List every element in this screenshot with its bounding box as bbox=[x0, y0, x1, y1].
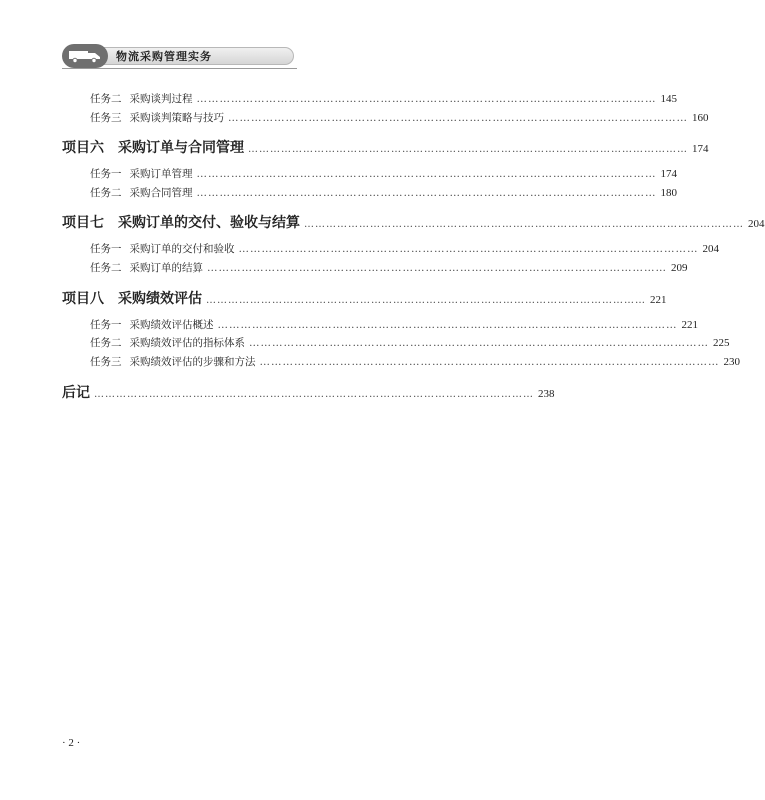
toc-entry[interactable] bbox=[90, 241, 719, 256]
leader-dots: ………………………………………………………………………………………………………… bbox=[196, 168, 657, 180]
toc-title: 采购订单的交付和验收 bbox=[129, 243, 235, 255]
toc-code: 项目六 bbox=[62, 140, 104, 156]
page-number: · 2 · bbox=[62, 737, 81, 749]
toc-project-entry[interactable] bbox=[62, 137, 709, 157]
toc-page: 209 bbox=[671, 262, 688, 274]
toc-project-entry[interactable] bbox=[62, 382, 555, 402]
toc-page: 204 bbox=[748, 218, 765, 230]
toc-code: 任务二 bbox=[90, 93, 122, 105]
toc-title: 采购绩效评估概述 bbox=[129, 319, 214, 331]
toc-code: 任务三 bbox=[90, 356, 122, 368]
running-header bbox=[62, 44, 297, 68]
toc-title: 后记 bbox=[62, 385, 90, 401]
leader-dots: ………………………………………………………………………………………………………… bbox=[259, 356, 720, 368]
leader-dots: ………………………………………………………………………………………………………… bbox=[196, 93, 657, 105]
toc-page: 145 bbox=[660, 93, 677, 105]
toc-code: 任务二 bbox=[90, 262, 122, 274]
toc-code: 任务一 bbox=[90, 243, 122, 255]
toc-entry[interactable] bbox=[90, 91, 677, 106]
leader-dots: ………………………………………………………………………………………………………… bbox=[206, 295, 646, 306]
toc-title: 采购绩效评估的步骤和方法 bbox=[129, 356, 256, 368]
toc-entry[interactable] bbox=[90, 260, 688, 275]
toc-entry[interactable] bbox=[90, 317, 698, 332]
toc-page: 174 bbox=[660, 168, 677, 180]
toc-page: 221 bbox=[681, 319, 698, 331]
toc-page: 238 bbox=[538, 388, 555, 400]
leader-dots: ………………………………………………………………………………………………………… bbox=[228, 112, 688, 124]
toc-project-entry[interactable] bbox=[62, 212, 765, 232]
toc-project-entry[interactable] bbox=[62, 288, 667, 308]
toc-title: 采购谈判过程 bbox=[129, 93, 193, 105]
header-title: 物流采购管理实务 bbox=[116, 50, 212, 63]
leader-dots: ………………………………………………………………………………………………………… bbox=[207, 262, 667, 274]
toc-entry[interactable] bbox=[90, 166, 677, 181]
toc-title: 采购订单的结算 bbox=[129, 262, 203, 274]
toc-code: 任务一 bbox=[90, 319, 122, 331]
toc-title: 采购订单管理 bbox=[129, 168, 193, 180]
leader-dots: ………………………………………………………………………………………………………… bbox=[196, 187, 657, 199]
toc-title: 采购合同管理 bbox=[129, 187, 193, 199]
toc-title: 采购绩效评估 bbox=[118, 291, 202, 307]
toc-page: 160 bbox=[692, 112, 709, 124]
toc-entry[interactable] bbox=[90, 185, 677, 200]
toc-page: 180 bbox=[660, 187, 677, 199]
truck-icon bbox=[62, 44, 108, 68]
toc-code: 任务二 bbox=[90, 187, 122, 199]
leader-dots: ………………………………………………………………………………………………………… bbox=[249, 337, 709, 349]
toc-code: 项目八 bbox=[62, 291, 104, 307]
toc-page: 225 bbox=[713, 337, 730, 349]
toc-entry[interactable] bbox=[90, 354, 740, 369]
toc-page: 174 bbox=[692, 143, 709, 155]
header-rule bbox=[62, 68, 297, 69]
toc-entry[interactable] bbox=[90, 110, 709, 125]
toc-title: 采购绩效评估的指标体系 bbox=[129, 337, 245, 349]
toc-title: 采购订单与合同管理 bbox=[118, 140, 244, 156]
toc-title: 采购订单的交付、验收与结算 bbox=[118, 215, 300, 231]
leader-dots: ………………………………………………………………………………………………………… bbox=[217, 319, 678, 331]
toc-code: 任务三 bbox=[90, 112, 122, 124]
leader-dots: ………………………………………………………………………………………………………… bbox=[304, 219, 744, 230]
leader-dots: ………………………………………………………………………………………………………… bbox=[94, 389, 534, 400]
toc-code: 项目七 bbox=[62, 215, 104, 231]
toc-entry[interactable] bbox=[90, 335, 730, 350]
leader-dots: ………………………………………………………………………………………………………… bbox=[248, 144, 688, 155]
toc-page: 221 bbox=[650, 294, 667, 306]
toc-title: 采购谈判策略与技巧 bbox=[129, 112, 224, 124]
toc-page: 204 bbox=[702, 243, 719, 255]
toc-code: 任务一 bbox=[90, 168, 122, 180]
toc-code: 任务二 bbox=[90, 337, 122, 349]
leader-dots: ………………………………………………………………………………………………………… bbox=[238, 243, 699, 255]
toc-page: 230 bbox=[723, 356, 740, 368]
